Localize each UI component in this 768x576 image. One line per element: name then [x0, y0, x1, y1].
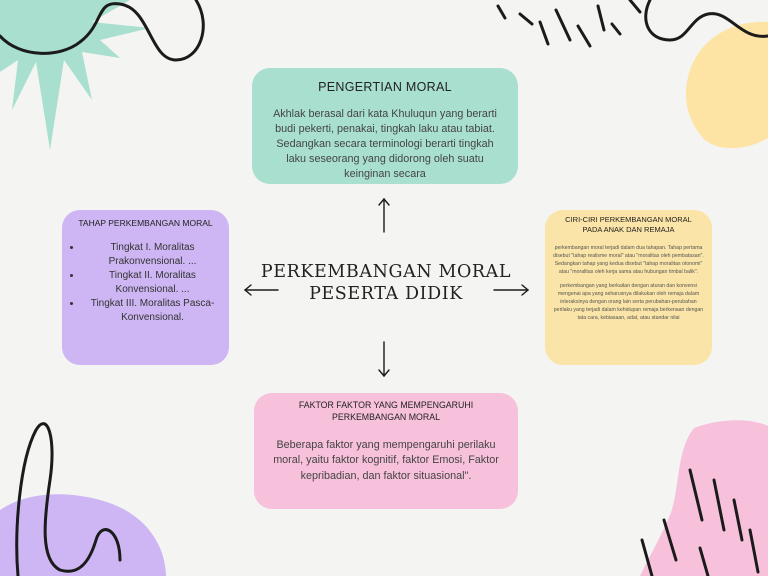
- central-topic: [258, 262, 514, 306]
- card-body: [551, 245, 706, 322]
- list-item: • Tingkat II. Moralitas Konvensional. ...: [82, 269, 223, 296]
- card-title: CIRI-CIRI PERKEMBANGAN MORAL PADA ANAK DAN REMAJA: [565, 215, 692, 235]
- yellow-blob-shape: [686, 22, 768, 148]
- arrow-down-icon: [379, 342, 389, 376]
- list-item: • Tingkat I. Moralitas Prakonvensional. ...: [82, 241, 223, 268]
- squiggle-line-top-right: [646, 0, 768, 40]
- card-ciri-ciri: [545, 210, 712, 365]
- card-title: FAKTOR FAKTOR YANG MEMPENGARUHI PERKEMBANGAN MORAL: [298, 400, 474, 423]
- paragraph: perkembangan yang berkaitan dengan aturan dan konvensi mengenai apa yang seharusnya dilakukan oleh remaja dalam interaksinya dengan orang lain serta perubahan-perubahan perilaku yang terjadi dalam kehidupan remaja berkenaan dengan tata cara, kebiasaan, adat, atau standar nilai: [553, 283, 704, 321]
- list-item: • Tingkat III. Moralitas Pasca-Konvensional.: [82, 297, 223, 324]
- card-faktor: [254, 393, 518, 509]
- dash-marks-top-right: [498, 0, 640, 46]
- card-body: Akhlak berasal dari kata Khuluqun yang berarti budi pekerti, penakai, tingkah laku atau tabiat. Sedangkan secara terminologi berarti tingkah laku seseorang yang didorong oleh suatu keinginan secara: [273, 108, 497, 181]
- card-body: Beberapa faktor yang mempengaruhi perilaku moral, yaitu faktor kognitif, faktor Emosi, Faktor kepribadian, dan faktor situasional".: [273, 438, 499, 482]
- central-topic-line-1: PERKEMBANGAN MORAL: [260, 262, 512, 282]
- card-title: PENGERTIAN MORAL: [318, 80, 452, 94]
- arrow-up-icon: [379, 199, 389, 232]
- card-title: TAHAP PERKEMBANGAN MORAL: [78, 218, 213, 228]
- pink-blob-shape: [640, 420, 768, 576]
- central-topic-line-2: PESERTA DIDIK: [309, 283, 463, 304]
- stage-list: [68, 241, 223, 324]
- card-tahap-perkembangan: [62, 210, 229, 365]
- card-pengertian-moral: [252, 68, 518, 184]
- paragraph: perkembangan moral terjadi dalam dua tahapan. Tahap pertama disebut "tahap realisme moral" atau "moralitas oleh pembatasan". Sedangkan tahap yang kedua disebut "tahap moralitas otonomi" atau "moralitas oleh kerja sama atau hubungan timbal balik".: [553, 245, 704, 275]
- mint-leaf-shape: [0, 0, 150, 150]
